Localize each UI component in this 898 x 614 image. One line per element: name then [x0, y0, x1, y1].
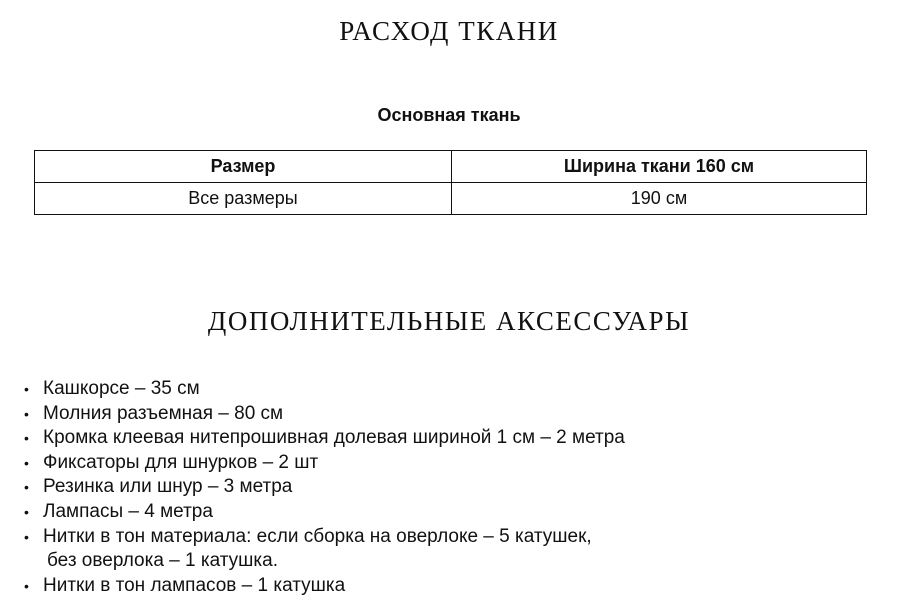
list-item — [24, 500, 625, 525]
bullet-icon: • — [24, 405, 29, 422]
list-item — [24, 402, 625, 427]
table-row — [35, 183, 867, 215]
bullet-icon: • — [24, 577, 29, 594]
list-item-text: Фиксаторы для шнурков – 2 шт — [43, 451, 319, 473]
table-header-row — [35, 151, 867, 183]
fabric-table — [34, 150, 867, 215]
bullet-icon: • — [24, 381, 29, 397]
accessories-title: ДОПОЛНИТЕЛЬНЫЕ АКСЕССУАРЫ — [207, 306, 691, 336]
list-item-text: Кромка клеевая нитепрошивная долевая шириной 1 см – 2 метра — [43, 427, 625, 449]
list-item-text: Лампасы – 4 метра — [43, 500, 213, 522]
list-item — [24, 377, 625, 402]
main-fabric-subtitle: Основная ткань — [377, 105, 521, 125]
cell-size: Все размеры — [35, 183, 452, 215]
list-item — [24, 475, 625, 500]
bullet-icon: • — [24, 528, 29, 545]
accessories-list — [24, 377, 625, 598]
bullet-icon: • — [24, 430, 29, 447]
list-item — [24, 451, 625, 476]
bullet-icon: • — [24, 503, 29, 520]
bullet-icon: • — [24, 454, 29, 471]
cell-consumption: 190 см — [452, 183, 867, 215]
list-item-text: Нитки в тон материала: если сборка на оверлоке – 5 катушек, — [43, 525, 592, 547]
list-item-text: Кашкорсе – 35 см — [43, 378, 200, 399]
header-size: Размер — [35, 151, 452, 183]
list-item-text: Нитки в тон лампасов – 1 катушка — [43, 574, 346, 596]
list-item — [24, 574, 625, 599]
list-item-text: Резинка или шнур – 3 метра — [43, 476, 293, 498]
list-item-continuation: без оверлока – 1 катушка. — [47, 550, 278, 572]
bullet-icon: • — [24, 479, 29, 496]
list-item-text: Молния разъемная – 80 см — [43, 402, 284, 424]
list-item — [24, 426, 625, 451]
list-item — [24, 525, 625, 574]
header-fabric-width: Ширина ткани 160 см — [452, 151, 867, 183]
fabric-consumption-title: РАСХОД ТКАНИ — [339, 16, 559, 46]
